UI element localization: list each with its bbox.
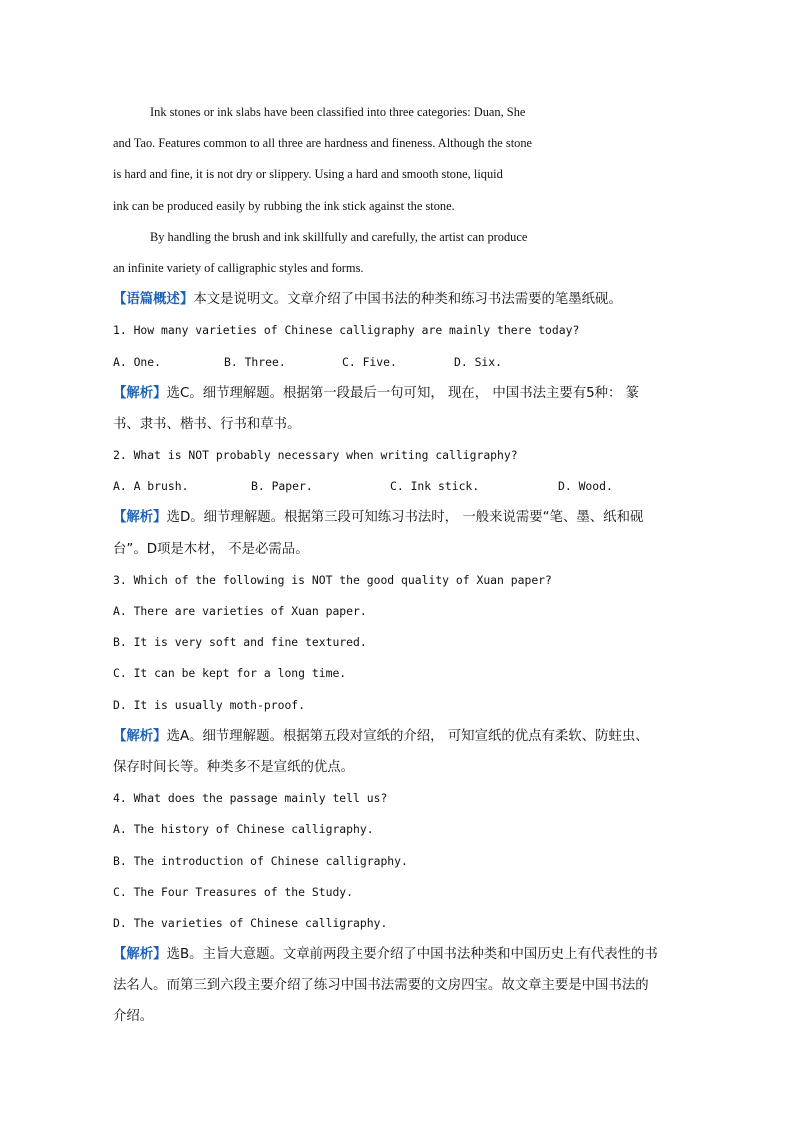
analysis-text: 选D。细节理解题。根据第三段可知练习书法时， 一般来说需要“笔、墨、纸和砚: [166, 510, 644, 526]
question-3: 3. Which of the following is NOT the good quality of Xuan paper?: [113, 572, 552, 587]
analysis-4-line: [113, 939, 681, 970]
analysis-3-line: 保存时间长等。种类多不是宣纸的优点。: [113, 759, 355, 775]
passage-line: an infinite variety of calligraphic styles and forms.: [113, 260, 364, 275]
analysis-tag: 【解析】: [113, 947, 167, 963]
option-b: B. It is very soft and fine textured.: [113, 635, 367, 650]
option-a: A. The history of Chinese calligraphy.: [113, 822, 374, 837]
document-content: [113, 97, 681, 1033]
analysis-4-line: 法名人。而第三到六段主要介绍了练习中国书法需要的文房四宝。故文章主要是中国书法的: [113, 978, 649, 994]
passage-line: [113, 97, 681, 128]
passage-line: By handling the brush and ink skillfully and carefully, the artist can produce: [150, 229, 528, 244]
analysis-text: 选B。主旨大意题。文章前两段主要介绍了中国书法种类和中国历史上有代表性的书: [166, 947, 658, 963]
analysis-text: 选A。细节理解题。根据第五段对宣纸的介绍， 可知宣纸的优点有柔软、防蛀虫、: [166, 728, 649, 744]
analysis-2-line: [113, 502, 681, 533]
option-c: C. Ink stick.: [390, 479, 480, 494]
analysis-3-line: [113, 721, 681, 752]
analysis-text: 选C。细节理解题。根据第一段最后一句可知， 现在， 中国书法主要有5种： 篆: [166, 385, 640, 401]
option-a: A. A brush.: [113, 479, 189, 494]
option-d: D. It is usually moth-proof.: [113, 697, 306, 712]
option-a: A. One.: [113, 354, 162, 369]
passage-text: Ink stones or ink slabs have been classified into three categories: Duan, She: [150, 105, 526, 119]
question-2-options: [113, 471, 681, 502]
analysis-4-line: 介绍。: [113, 1009, 154, 1025]
question-1-options: [113, 347, 681, 378]
option-b: B. The introduction of Chinese calligraphy.: [113, 853, 408, 868]
analysis-tag: 【解析】: [113, 728, 167, 744]
summary-text: 本文是说明文。文章介绍了中国书法的种类和练习书法需要的笔墨纸砚。: [193, 292, 622, 308]
option-d: D. The varieties of Chinese calligraphy.: [113, 915, 388, 930]
option-d: D. Wood.: [558, 479, 613, 494]
question-2: 2. What is NOT probably necessary when writing calligraphy?: [113, 448, 518, 463]
analysis-1-line: 书、隶书、楷书、行书和草书。: [113, 416, 301, 432]
summary-tag: 【语篇概述】: [113, 292, 194, 308]
passage-line: is hard and fine, it is not dry or slippery. Using a hard and smooth stone, liquid: [113, 167, 503, 182]
option-c: C. The Four Treasures of the Study.: [113, 884, 354, 899]
option-b: B. Three.: [224, 354, 286, 369]
passage-line: and Tao. Features common to all three are hardness and fineness. Although the stone: [113, 136, 533, 151]
question-4: 4. What does the passage mainly tell us?: [113, 791, 388, 806]
analysis-1-line: [113, 378, 681, 409]
analysis-tag: 【解析】: [113, 385, 167, 401]
analysis-2-line: 台”。D项是木材， 不是必需品。: [113, 541, 309, 557]
option-a: A. There are varieties of Xuan paper.: [113, 604, 367, 618]
option-b: B. Paper.: [251, 479, 313, 494]
option-d: D. Six.: [454, 354, 503, 369]
option-c: C. Five.: [342, 354, 397, 369]
summary-line: [113, 284, 681, 315]
analysis-tag: 【解析】: [113, 510, 167, 526]
question-1: 1. How many varieties of Chinese calligraphy are mainly there today?: [113, 323, 580, 338]
passage-line: ink can be produced easily by rubbing the ink stick against the stone.: [113, 198, 455, 213]
option-c: C. It can be kept for a long time.: [113, 666, 347, 681]
